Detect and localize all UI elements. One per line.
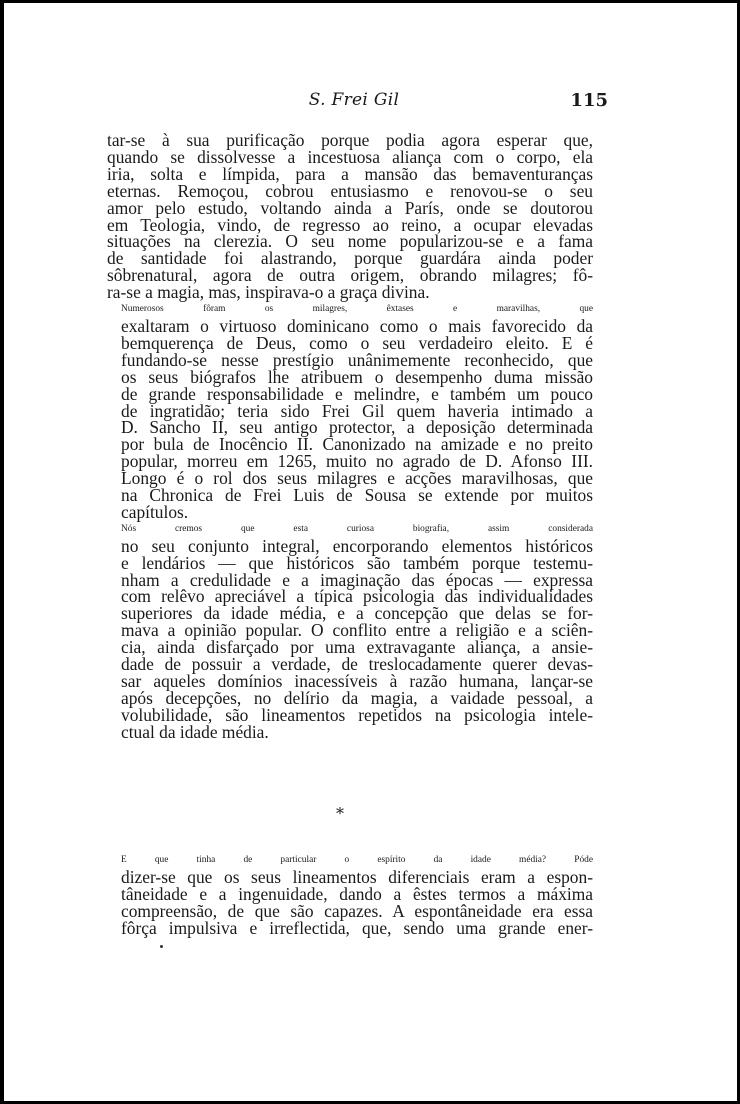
text-line: volubilidade, são lineamentos repetidos na psicologia intele- (121, 704, 593, 725)
text-line: de grande responsabilidade e melindre, e também um pouco (121, 383, 593, 404)
text-line: tar-se à sua purificação porque podia agora esperar que, (107, 130, 593, 150)
text-line: ra-se a magia, mas, inspirava-o a graça divina. (107, 282, 430, 303)
text-line: quando se dissolvesse a incestuosa aliança com o corpo, ela (107, 146, 593, 167)
text-line: Nós cremos que esta curiosa biografia, assim considerada (121, 523, 593, 534)
text-line: com relêvo apreciável a típica psicologia das individualidades (121, 586, 593, 607)
text-line: Numerosos fôram os milagres, êxtases e maravilhas, que (121, 304, 593, 315)
paragraph-1 (107, 132, 593, 301)
page-number: 115 (570, 90, 608, 111)
text-line: amor pelo estudo, voltando ainda a París, onde se doutorou (107, 197, 593, 218)
text-line: bemquerença de Deus, como o seu verdadeiro eleito. E é (121, 332, 593, 353)
text-line: de santidade foi alastrando, porque guardára ainda poder (107, 248, 593, 269)
text-line: iria, solta e límpida, para a mansão das bemaventuranças (107, 163, 593, 184)
paragraph-2 (107, 301, 593, 521)
text-line: nham a credulidade e a imaginação das épocas — expressa (121, 569, 593, 590)
text-line: situações na clerezia. O seu nome popularizou-se e a fama (107, 231, 593, 252)
text-line: dizer-se que os seus lineamentos diferenciais eram a espon- (121, 866, 593, 887)
text-line: E que tinha de particular o espírito da idade média? Póde (121, 855, 593, 865)
body-text (107, 132, 593, 741)
text-line: cia, ainda disfarçado por uma extravagante aliança, a ansie- (121, 637, 593, 658)
body-text-continued (107, 852, 593, 937)
text-line: de ingratidão; teria sido Frei Gil quem haveria intimado a (121, 400, 593, 421)
text-line: fôrça impulsiva e irreflectida, que, sendo uma grande ener- (121, 917, 593, 938)
text-line: Longo é o rol dos seus milagres e acções maravilhosas, que (121, 468, 593, 489)
text-line: fundando-se nesse prestígio unânimemente reconhecido, que (121, 349, 593, 370)
running-head (108, 88, 608, 112)
text-line: sôbrenatural, agora de outra origem, obrando milagres; fô- (107, 265, 593, 286)
text-line: superiores da idade média, e a concepção que delas se for- (121, 603, 593, 624)
text-line: após decepções, no delírio da magia, a vaidade pessoal, a (121, 687, 593, 708)
running-title: S. Frei Gil (308, 90, 400, 110)
ink-speck (160, 945, 163, 948)
text-line: D. Sancho II, seu antigo protector, a deposição determinada (121, 417, 593, 438)
text-line: exaltaram o virtuoso dominicano como o mais favorecido da (121, 315, 593, 336)
text-line: os seus biógrafos lhe atribuem o desempenho duma missão (121, 366, 593, 387)
text-line: capítulos. (121, 501, 189, 522)
text-line: tâneidade e a ingenuidade, dando a êstes termos a máxima (121, 883, 593, 904)
text-line: mava a opinião popular. O conflito entre a religião e a sciên- (121, 620, 593, 641)
text-line: na Chronica de Frei Luis de Sousa se extende por muitos (121, 485, 593, 506)
text-line: sar aqueles domínios inacessíveis à razão humana, lançar-se (121, 671, 593, 691)
text-line: e lendários — que históricos são também porque testemu- (121, 552, 593, 573)
section-asterism: * (336, 804, 344, 823)
text-line: em Teologia, vindo, de regresso ao reino, a ocupar elevadas (107, 214, 593, 235)
paragraph-4 (107, 852, 593, 937)
text-line: popular, morreu em 1265, muito no agrado de D. Afonso III. (121, 451, 593, 472)
paragraph-3 (107, 521, 593, 741)
text-line: eternas. Remoçou, cobrou entusiasmo e renovou-se o seu (107, 180, 593, 201)
text-line: compreensão, de que são capazes. A espontâneidade era essa (121, 900, 593, 921)
text-line: dade de possuir a verdade, de treslocadamente querer devas- (121, 654, 593, 675)
text-line: por bula de Inocêncio II. Canonizado na amizade e no preito (121, 434, 593, 455)
text-line: no seu conjunto integral, encorporando elementos históricos (121, 535, 593, 556)
text-line: ctual da idade média. (121, 721, 269, 742)
